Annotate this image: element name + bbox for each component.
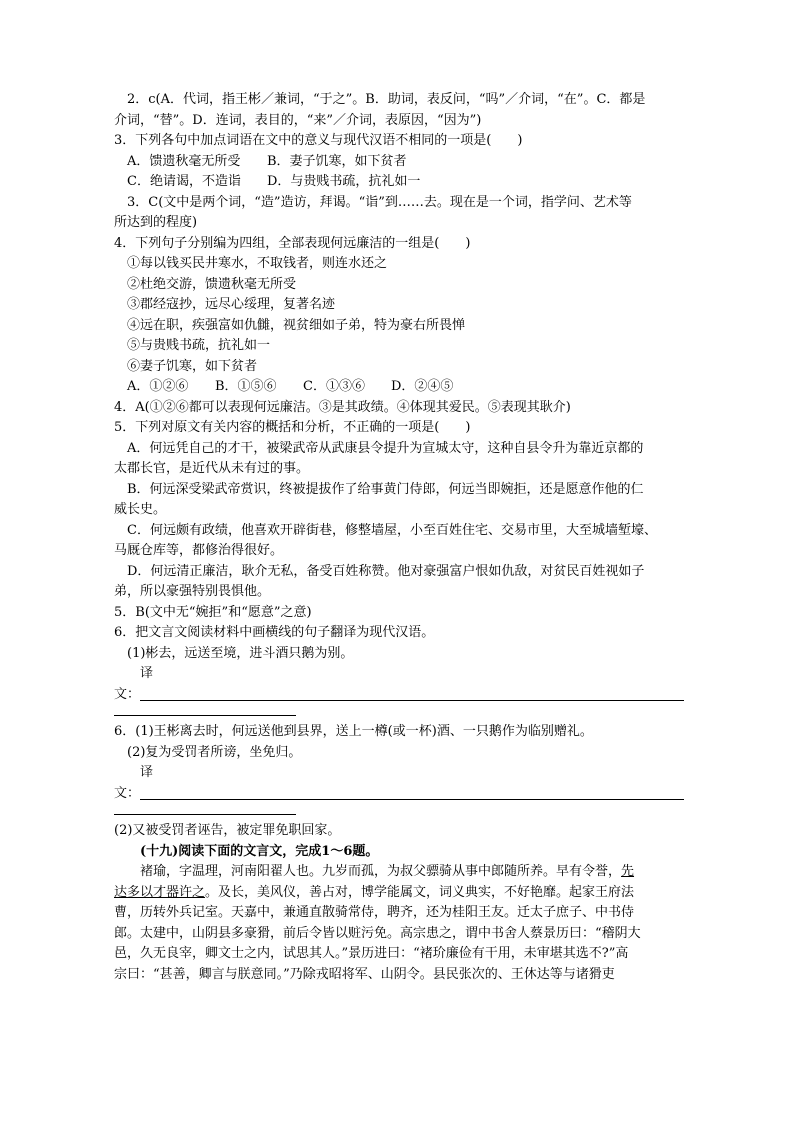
q6-sentence-1: (1)彬去，远送至境，进斗酒只鹅为别。	[127, 645, 354, 661]
q4-item-6: ⑥妻子饥寒，如下贫者	[127, 358, 258, 374]
document-page	[114, 90, 684, 985]
option-b: B．①⑤⑥	[215, 379, 277, 394]
q4-item-1: ①每以钱买民井寒水，不取钱者，则连水还之	[127, 256, 388, 271]
translation-label-2b: 文：	[114, 785, 141, 801]
answer-6-2: (2)又被受罚者诬告，被定罪免职回家。	[114, 823, 341, 838]
passage-line5: 邑，久无良宰，卿文士之内，试思其人。”景历进曰：“褚玠廉俭有干用，未审堪其选不?”高	[114, 946, 629, 961]
option-d: D．与贵贱书疏，抗礼如一	[267, 174, 421, 189]
answer-3-line1: 3．C(文中是两个词，“造”造访，拜谒。“诣”到……去。现在是一个词，指学问、艺术等	[127, 194, 632, 210]
answer-6-1: 6．(1)王彬离去时，何远送他到县界，送上一樽(或一杯)酒、一只鹅作为临别赠礼。	[114, 724, 593, 739]
answer-3-line2: 所达到的程度)	[114, 215, 198, 230]
q4-item-3: ③郡经寇抄，远尽心绥理，复著名迹	[127, 297, 336, 312]
question-3: 3．下列各句中加点词语在文中的意义与现代汉语不相同的一项是( )	[114, 133, 523, 148]
section-19-heading: (十九)阅读下面的文言文，完成1～6题。	[140, 843, 379, 859]
q6-sentence-2: (2)复为受罚者所谤，坐免归。	[127, 744, 302, 760]
q4-item-5: ⑤与贵贱书疏，抗礼如一	[127, 338, 271, 353]
short-answer-line	[114, 705, 296, 716]
q5-option-c-line1: C．何远颇有政绩，他喜欢开辟街巷，修整墙屋，小至百姓住宅、交易市里，大至城墙堑壕、	[127, 522, 657, 538]
question-3-options-ab	[114, 152, 684, 173]
underlined-sentence: 达多以才器许之	[114, 884, 206, 900]
question-5: 5．下列对原文有关内容的概括和分析，不正确的一项是( )	[114, 420, 471, 435]
q4-item-2: ②杜绝交游，馈遗秋毫无所受	[127, 276, 297, 292]
passage-line6: 宗曰：“甚善，卿言与朕意同。”乃除戎昭将军、山阴令。县民张次的、王休达等与诸猾吏	[114, 966, 615, 982]
option-d: D．②④⑤	[391, 379, 454, 394]
option-a: A．①②⑥	[127, 379, 189, 394]
option-c: C．绝请谒，不造诣	[127, 174, 241, 189]
answer-2-line2: 介词，“替”。D．连词，表目的，“来”／介词，表原因，“因为”)	[114, 112, 482, 128]
answer-5: 5．B(文中无“婉拒”和“愿意”之意)	[114, 604, 312, 620]
option-a: A．馈遗秋毫无所受	[127, 153, 241, 169]
question-4: 4．下列句子分别编为四组，全部表现何远廉洁的一组是( )	[114, 235, 471, 251]
answer-line	[140, 785, 684, 800]
translation-label-2a: 译	[140, 765, 154, 780]
short-answer-line	[114, 804, 296, 815]
passage-line1	[114, 862, 684, 883]
option-c: C．①③⑥	[303, 379, 365, 394]
answer-4: 4．A(①②⑥都可以表现何远廉洁。③是其政绩。④体现其爱民。⑤表现其耿介)	[114, 399, 571, 415]
translation-blank-1	[114, 685, 684, 706]
translation-label-1a: 译	[140, 666, 154, 681]
answer-2-line1: 2．c(A．代词，指王彬／兼词，“于之”。B．助词，表反问，“吗”／介词，“在”。C．都是	[127, 92, 646, 107]
q4-item-4: ④远在职，疾强富如仇雠，视贫细如子弟，特为豪右所畏惮	[127, 317, 466, 333]
passage-line4: 郎。太建中，山阴县多豪猾，前后令皆以赃污免。高宗患之，谓中书舍人蔡景历曰：“稽阴大	[114, 925, 641, 941]
option-b: B．妻子饥寒，如下贫者	[267, 153, 407, 169]
question-4-options	[114, 377, 684, 398]
translation-blank-2	[114, 784, 684, 805]
answer-line	[140, 686, 684, 701]
q5-option-b-line2: 威长史。	[114, 502, 167, 517]
passage-text: 褚瑜，字温理，河南阳翟人也。九岁而孤，为叔父骠骑从事中郎随所养。早有令誉，	[140, 864, 622, 879]
translation-label-1b: 文：	[114, 686, 141, 702]
q5-option-b-line1: B．何远深受梁武帝赏识，终被提拔作了给事黄门侍郎，何远当即婉拒，还是愿意作他的仁	[127, 481, 644, 497]
q5-option-a-line2: 太郡长官，是近代从未有过的事。	[114, 461, 310, 476]
underlined-sentence: 先	[621, 864, 635, 879]
q5-option-d-line2: 弟，所以豪强特别畏惧他。	[114, 584, 271, 599]
question-3-options-cd	[114, 172, 684, 193]
q5-option-d-line1: D．何远清正廉洁，耿介无私，备受百姓称赞。他对豪强富户恨如仇敌，对贫民百姓视如子	[127, 563, 645, 579]
q5-option-c-line2: 马厩仓库等，都修治得很好。	[114, 543, 284, 558]
passage-text: 。及长，美风仪，善占对，博学能属文，词义典实，不好艳靡。起家王府法	[205, 884, 635, 900]
question-6: 6．把文言文阅读材料中画横线的句子翻译为现代汉语。	[114, 625, 435, 640]
passage-line3: 曹，历转外兵记室。天嘉中，兼通直散骑常侍，聘齐，还为桂阳王友。迁太子庶子、中书侍	[114, 905, 635, 920]
q5-option-a-line1: A．何远凭自己的才干，被梁武帝从武康县令提升为宣城太守，这种自县令升为靠近京都的	[127, 440, 644, 456]
passage-line2	[114, 883, 684, 904]
